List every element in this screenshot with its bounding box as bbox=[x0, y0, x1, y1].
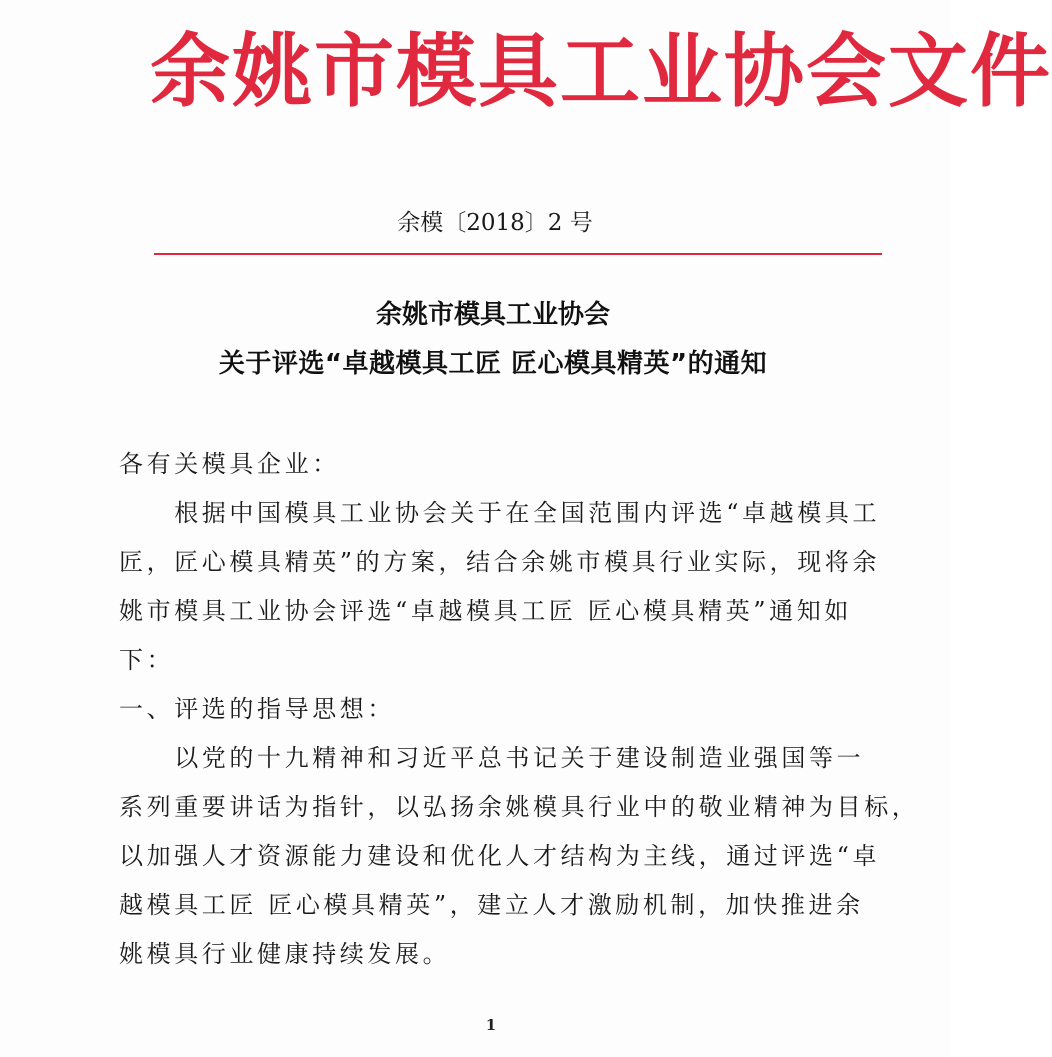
salutation: 各有关模具企业： bbox=[119, 450, 340, 478]
body-line: 下： bbox=[119, 646, 175, 674]
body-line: 根据中国模具工业协会关于在全国范围内评选“卓越模具工 bbox=[119, 499, 881, 527]
body-line: 以党的十九精神和习近平总书记关于建设制造业强国等一 bbox=[119, 744, 865, 772]
body-line: 姚市模具工业协会评选“卓越模具工匠 匠心模具精英”通知如 bbox=[119, 597, 852, 625]
notice-body bbox=[119, 440, 920, 979]
notice-title-line-2: 关于评选“卓越模具工匠 匠心模具精英”的通知 bbox=[218, 349, 768, 379]
body-line: 匠，匠心模具精英”的方案，结合余姚市模具行业实际，现将余 bbox=[119, 548, 881, 576]
notice-title-line-1: 余姚市模具工业协会 bbox=[375, 300, 610, 330]
body-line: 越模具工匠 匠心模具精英”，建立人才激励机制，加快推进余 bbox=[119, 891, 864, 919]
page-number: 1 bbox=[485, 1016, 497, 1034]
section-heading: 一、评选的指导思想： bbox=[119, 695, 395, 723]
body-line: 以加强人才资源能力建设和优化人才结构为主线，通过评选“卓 bbox=[119, 842, 881, 870]
document-number: 余模〔2018〕2 号 bbox=[397, 210, 593, 236]
body-line: 系列重要讲话为指针，以弘扬余姚模具行业中的敬业精神为目标， bbox=[119, 793, 920, 821]
letterhead-title: 余姚市模具工业协会文件 bbox=[150, 24, 1052, 118]
body-line: 姚模具行业健康持续发展。 bbox=[119, 940, 451, 968]
red-divider-line bbox=[154, 253, 882, 255]
